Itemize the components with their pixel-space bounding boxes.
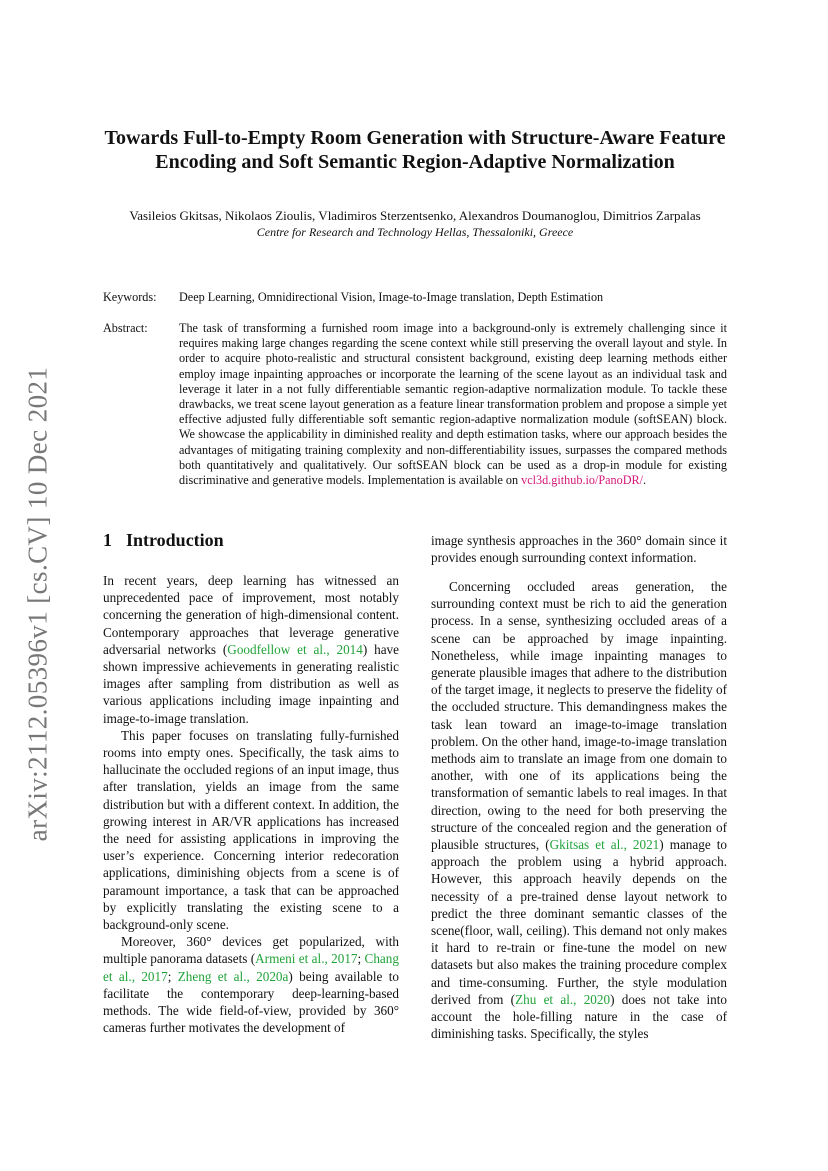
affiliation: Centre for Research and Technology Hellas, Thessaloniki, Greece bbox=[256, 225, 574, 239]
paragraph-text: ) manage to approach the problem using a hybrid approach. However, this approach heavily depends on the necessity of a pre-trained dense layout network to predict the three dominant semantic classes of the scene(floor, wall, ceiling). This demand not only makes it hard to re-train or fine-tune the model on new datasets but also makes the training procedure complex and time-consuming. Further, the style modulation derived from ( bbox=[431, 837, 727, 1007]
citation-link[interactable]: Zheng et al., 2020a bbox=[177, 968, 289, 984]
paragraph bbox=[103, 933, 399, 1036]
paragraph-text: ) does not take into account the hole-filling nature in the case of diminishing tasks. Specifically, the styles bbox=[431, 991, 727, 1042]
keywords-text: Deep Learning, Omnidirectional Vision, Image-to-Image translation, Depth Estimation bbox=[179, 290, 604, 304]
paragraph-text: Concerning occluded areas generation, the surrounding context must be rich to aid the generation process. In a sense, synthesizing occluded areas of a scene can be approached by image inpainting. Nonetheless, while image inpainting manages to generate plausible images that adhere to the distribution of the target image, it neglects to preserve the fidelity of the occluded structure. This demandingness makes the task lean toward an image-to-image translation problem. On the other hand, image-to-image translation methods aim to translate an image from one domain to another, with one of its applications being the transformation of semantic labels to real images. In that direction, owing to the need for both preserving the structure of the concealed region and the generation of plausible structures, ( bbox=[431, 579, 728, 853]
right-column-continuation bbox=[431, 532, 727, 566]
section-heading bbox=[103, 530, 224, 551]
paper-title: Towards Full-to-Empty Room Generation with Structure-Aware Feature Encoding and Soft Semantic Region-Adaptive Normalization bbox=[104, 127, 726, 173]
left-column bbox=[103, 572, 399, 1036]
abstract-text bbox=[179, 321, 727, 488]
citation-link[interactable]: Chang et al., 2017 bbox=[103, 951, 399, 984]
paragraph: image synthesis approaches in the 360° domain since it provides enough surrounding context information. bbox=[431, 533, 727, 566]
citation-link[interactable]: Gkitsas et al., 2021 bbox=[549, 837, 660, 853]
paragraph-text: ) have shown impressive achievements in generating realistic images after sampling from distribution as well as various applications including image inpainting and image-to-image translation. bbox=[103, 641, 399, 726]
paragraph bbox=[103, 572, 399, 727]
section-number: 1 bbox=[103, 530, 112, 550]
author-list: Vasileios Gkitsas, Nikolaos Zioulis, Vladimiros Sterzentsenko, Alexandros Doumanoglou, Dimitrios Zarpalas bbox=[129, 208, 701, 223]
citation-link[interactable]: Zhu et al., 2020 bbox=[515, 991, 611, 1007]
paragraph: This paper focuses on translating fully-furnished rooms into empty ones. Specifically, the task aims to hallucinate the occluded regions of an input image, thus after translation, yields an image from the same distribution but with a different context. In addition, the growing interest in AR/VR applications has increased the need for assisting applications in improving the user’s experience. Concerning interior redecoration applications, diminishing objects from a scene is of paramount importance, a task that can be approached by explicitly translating the existing scene to a background-only scene. bbox=[103, 727, 399, 933]
abstract-end: . bbox=[643, 473, 647, 488]
paragraph-text: In recent years, deep learning has witnessed an unprecedented pace of improvement, most notably concerning the generation of high-dimensional content. Contemporary approaches that leverage generative adversarial networks ( bbox=[103, 573, 399, 657]
citation-separator: ; bbox=[357, 951, 365, 967]
arxiv-identifier: arXiv:2112.05396v1 [cs.CV] 10 Dec 2021 bbox=[22, 366, 53, 842]
paragraph-text: Moreover, 360° devices get popularized, with multiple panorama datasets ( bbox=[103, 934, 399, 967]
citation-link[interactable]: Armeni et al., 2017 bbox=[255, 951, 358, 967]
citation-link[interactable]: Goodfellow et al., 2014 bbox=[227, 641, 363, 657]
right-column bbox=[431, 578, 727, 1042]
keywords-label: Keywords: bbox=[103, 290, 157, 304]
abstract-body: The task of transforming a furnished room image into a background-only is extremely challenging since it requires making large changes regarding the scene context while still preserving the overall layout and style. In order to acquire photo-realistic and structural consistent background, existing deep learning methods either employ image inpainting approaches or incorporate the learning of the scene layout as an individual task and leverage it later in a not fully differentiable semantic region-adaptive normalization module. To tackle these drawbacks, we treat scene layout generation as a feature linear transformation problem and propose a simple yet effective adjusted fully differentiable soft semantic region-adaptive normalization module (softSEAN) block. We showcase the applicability in diminished reality and depth estimation tasks, where our approach besides the advantages of mitigating training complexity and non-differentiability issues, surpasses the compared methods both quantitatively and qualitatively. Our softSEAN block can be used as a drop-in module for existing discriminative and generative models. Implementation is available on bbox=[179, 321, 727, 488]
paragraph-text: ) being available to facilitate the contemporary deep-learning-based methods. The wide field-of-view, provided by 360° cameras further motivates the development of bbox=[103, 968, 399, 1036]
section-title: Introduction bbox=[126, 530, 224, 550]
abstract-label: Abstract: bbox=[103, 321, 148, 335]
implementation-link[interactable]: vcl3d.github.io/PanoDR/ bbox=[521, 473, 644, 488]
paragraph bbox=[431, 578, 727, 1042]
citation-separator: ; bbox=[167, 968, 178, 984]
